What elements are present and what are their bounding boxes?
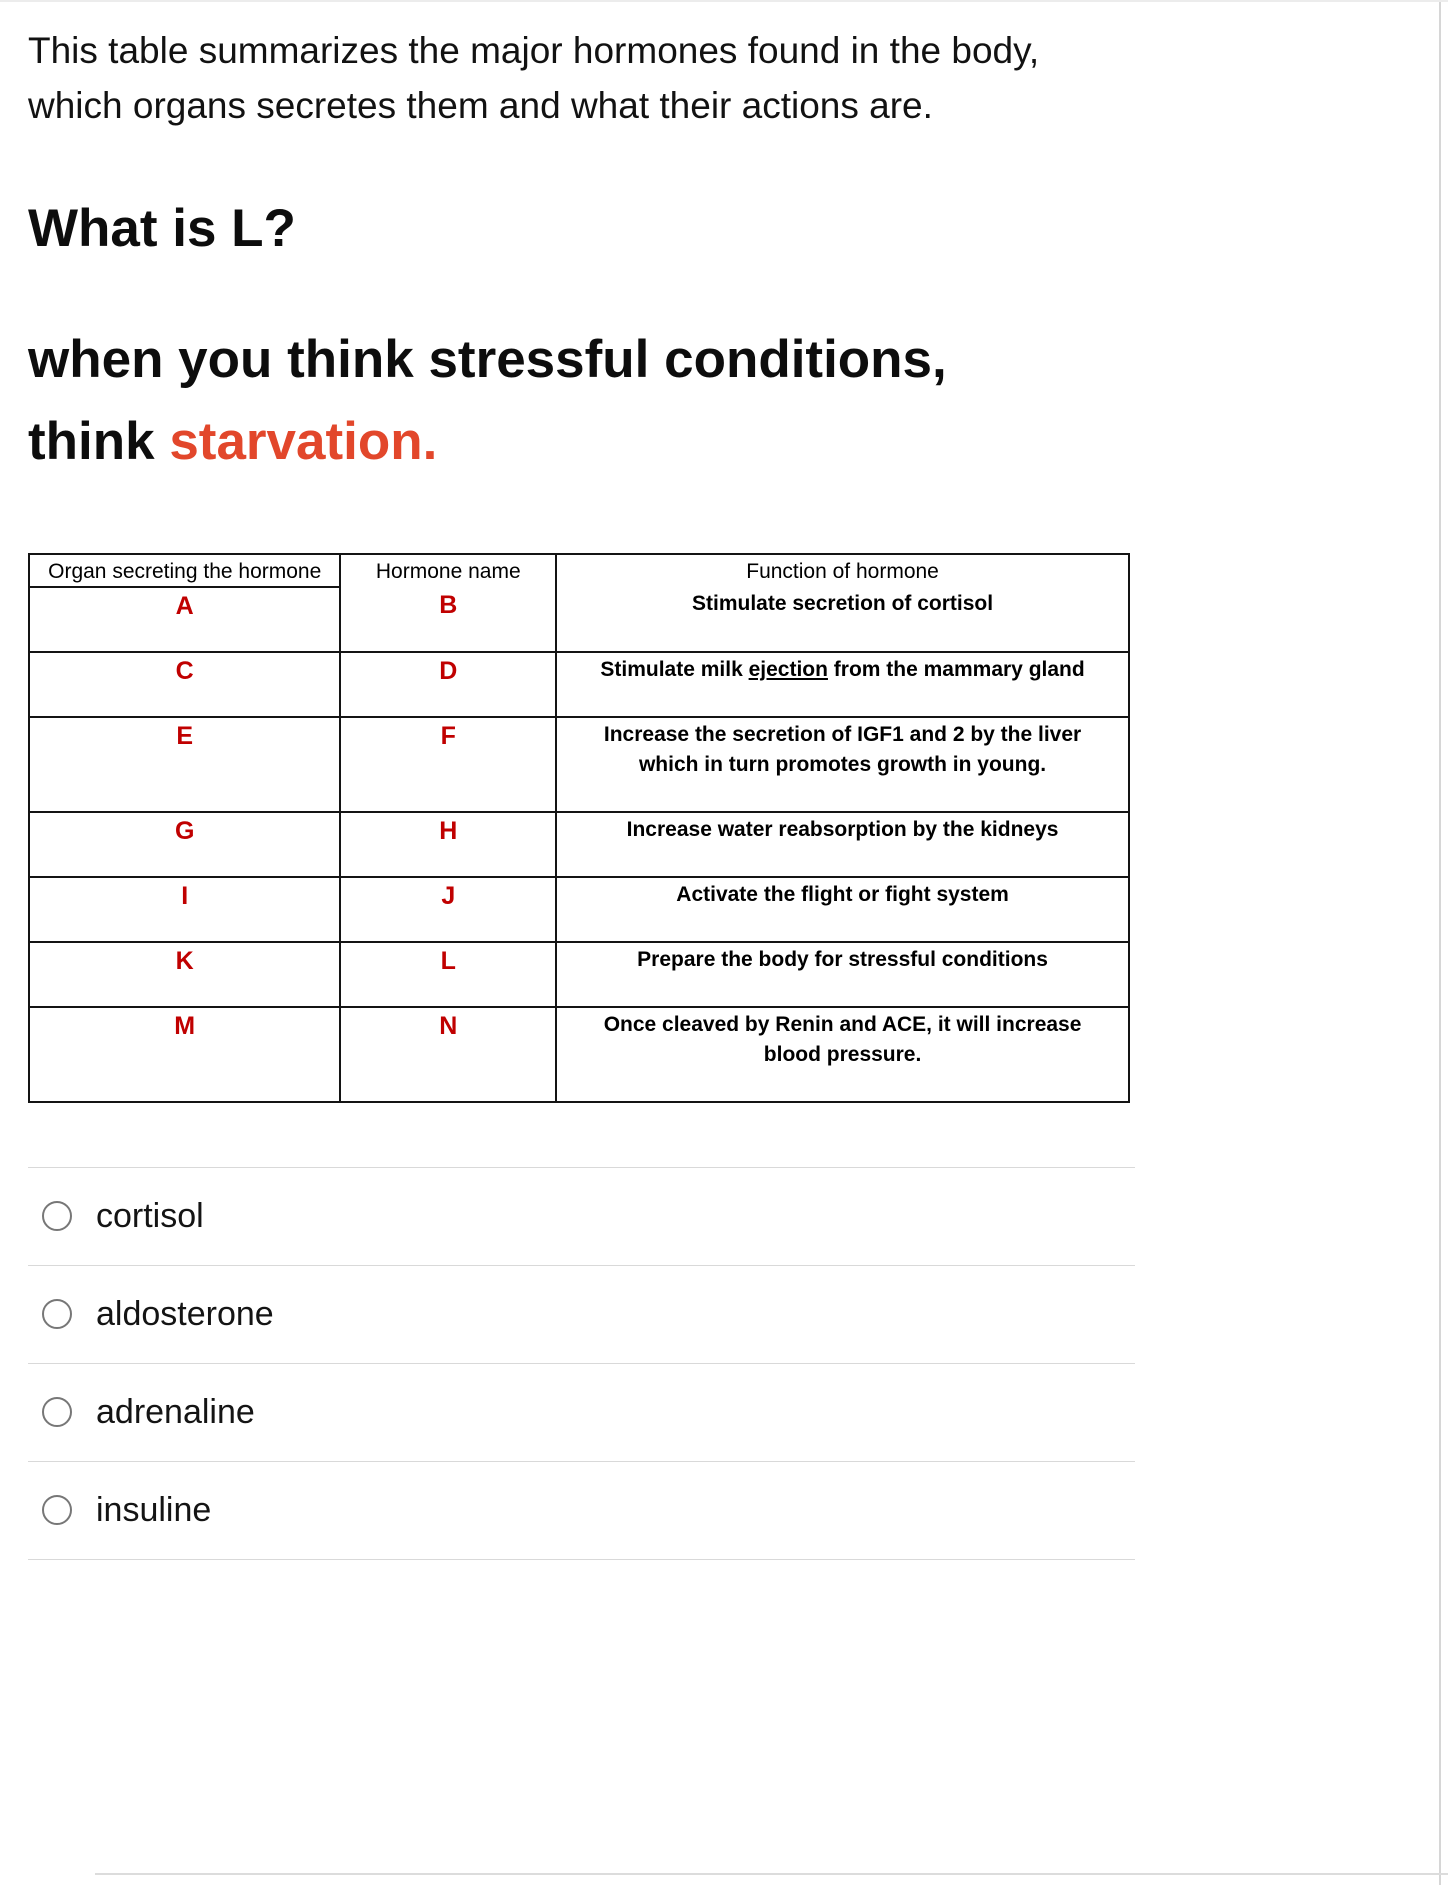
answer-option-label: aldosterone [96,1294,274,1333]
organ-cell: I [29,877,340,942]
hint-line1: when you think stressful conditions, [28,329,947,389]
hormone-cell: N [340,1007,556,1102]
col-header-organ: Organ secreting the hormone [29,554,340,587]
function-text: from the mammary gland [827,657,1085,681]
answer-option-insuline[interactable] [28,1462,1135,1560]
hormone-cell: J [340,877,556,942]
col-header-function: Function of hormone [556,554,1129,587]
intro-text: This table summarizes the major hormones found in the body, which organs secretes them and what their actions are. [28,30,1040,126]
radio-button-icon[interactable] [42,1495,72,1525]
organ-cell: A [29,587,340,652]
answer-option-adrenaline[interactable] [28,1364,1135,1462]
function-text: Stimulate milk [600,657,749,681]
table-row [29,587,1129,652]
answer-option-label: cortisol [96,1196,204,1235]
function-text-underlined: ejection [748,657,828,681]
table-row [29,877,1129,942]
function-cell [556,717,1129,812]
radio-button-icon[interactable] [42,1299,72,1329]
question-content [0,2,1448,1560]
page-right-edge-line [1439,2,1441,1885]
hormone-cell: F [340,717,556,812]
function-text: Once cleaved by Renin and ACE, it will increase blood pressure. [603,1012,1082,1067]
hint-line2-prefix: think [28,411,170,471]
function-cell [556,652,1129,717]
answer-options [28,1167,1135,1560]
answer-option-aldosterone[interactable] [28,1266,1135,1364]
function-cell [556,587,1129,652]
function-text: Prepare the body for stressful conditions [637,947,1048,971]
question-title: What is L? [28,198,296,258]
organ-cell: G [29,812,340,877]
function-cell [556,877,1129,942]
function-cell [556,812,1129,877]
table-row [29,652,1129,717]
organ-cell: K [29,942,340,1007]
hormone-cell: D [340,652,556,717]
radio-button-icon[interactable] [42,1397,72,1427]
table-row [29,812,1129,877]
function-cell [556,942,1129,1007]
organ-cell: M [174,1011,196,1040]
answer-option-label: insuline [96,1490,212,1529]
table-header-row [29,554,1129,587]
hint-text [28,319,1408,483]
organ-cell: E [29,717,340,812]
hormone-table-body [29,587,1129,1102]
col-header-hormone: Hormone name [340,554,556,587]
answer-option-label: adrenaline [96,1392,255,1431]
radio-button-icon[interactable] [42,1201,72,1231]
hormone-cell: B [340,587,556,652]
function-text: Activate the flight or fight system [676,882,1009,906]
hint-highlight: starvation. [169,411,438,471]
hormone-table [28,553,1130,1103]
function-text: Increase the secretion of IGF1 and 2 by the liver which in turn promotes growth in young. [603,722,1082,777]
table-row [29,717,1129,812]
organ-cell: C [29,652,340,717]
table-row [29,1007,1129,1102]
answer-option-cortisol[interactable] [28,1168,1135,1266]
hormone-cell: H [340,812,556,877]
function-text: Stimulate secretion of cortisol [692,591,994,615]
page-bottom-line [95,1873,1448,1875]
table-row [29,942,1129,1007]
function-text: Increase water reabsorption by the kidneys [626,817,1059,841]
hormone-cell: L [340,942,556,1007]
function-cell [556,1007,1129,1102]
